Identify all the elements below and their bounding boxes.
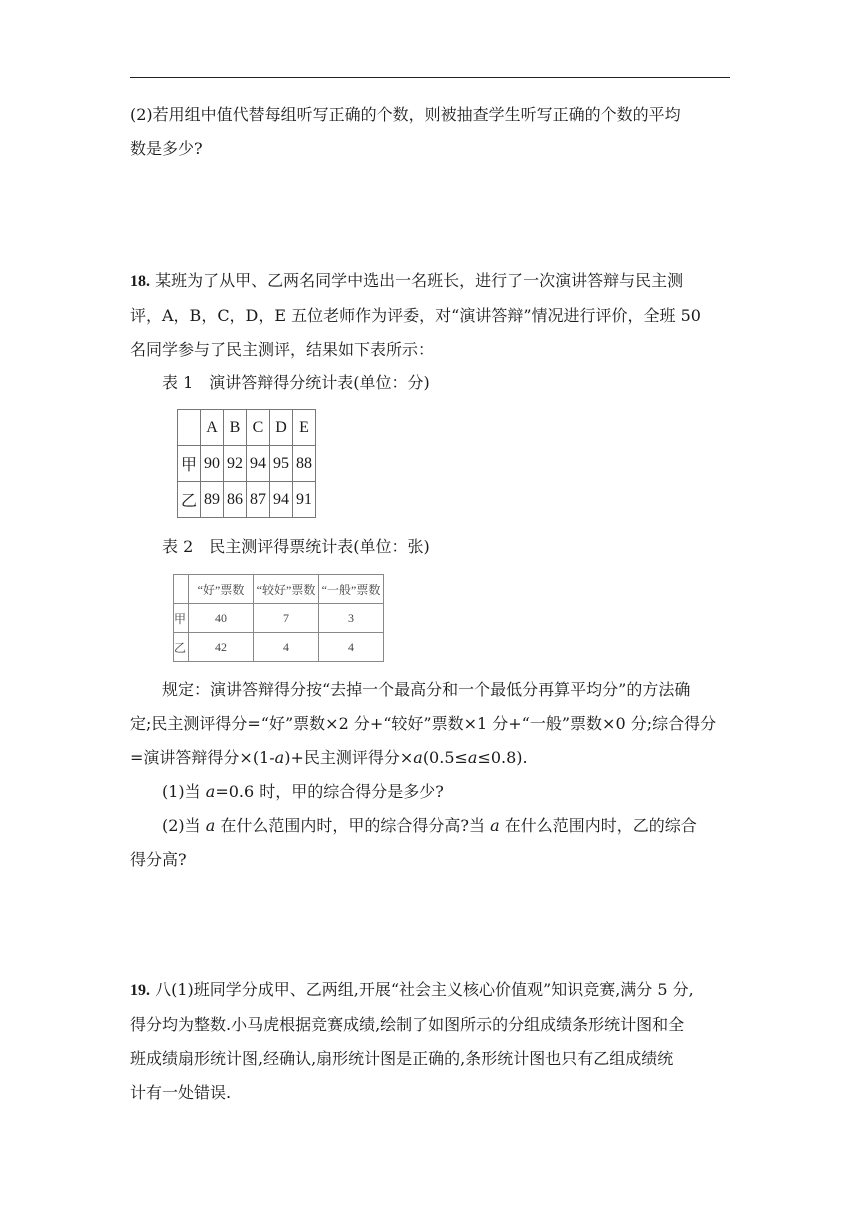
variable-a: a [413, 748, 423, 767]
table-cell: 92 [224, 446, 247, 482]
table-row [174, 604, 384, 633]
table1-caption: 表 1 演讲答辩得分统计表(单位：分) [162, 373, 430, 392]
table-cell: 94 [247, 446, 270, 482]
table-header: E [293, 410, 316, 446]
q18-part1 [162, 775, 444, 809]
table-cell: 86 [224, 482, 247, 518]
table-cell: 91 [293, 482, 316, 518]
table-row [178, 446, 316, 482]
table-cell: 95 [270, 446, 293, 482]
variable-a: a [467, 748, 478, 767]
part2-line2: 得分高? [130, 850, 187, 869]
table-cell: 40 [189, 604, 254, 633]
q18-part2 [130, 809, 730, 877]
row-label: 甲 [174, 604, 189, 633]
rule-line2: 定;民主测评得分=“好”票数×2 分+“较好”票数×1 分+“一般”票数×0 分;综合得分 [130, 714, 717, 733]
table-header: “好”票数 [189, 575, 254, 604]
q19-stem [130, 973, 730, 1110]
q19-line3: 班成绩扇形统计图,经确认,扇形统计图是正确的,条形统计图也只有乙组成绩统 [130, 1049, 674, 1068]
table-cell: 94 [270, 482, 293, 518]
q18-stem [130, 264, 730, 367]
variable-a: a [490, 816, 500, 835]
table2-caption: 表 2 民主测评得票统计表(单位：张) [162, 537, 430, 556]
table-cell: 7 [254, 604, 319, 633]
part2-line1 [130, 809, 730, 843]
table-header: “一般”票数 [319, 575, 384, 604]
q19-line1: 八(1)班同学分成甲、乙两组,开展“社会主义核心价值观”知识竞赛,满分 5 分, [155, 980, 694, 999]
table-row [174, 633, 384, 662]
q18-line1: 某班为了从甲、乙两名同学中选出一名班长，进行了一次演讲答辩与民主测 [155, 271, 684, 290]
variable-a: a [205, 816, 216, 835]
variable-a: a [205, 782, 216, 801]
header-rule [130, 77, 730, 78]
speech-score-table [177, 409, 316, 518]
rule-line3-text: (0.5≤ [422, 748, 468, 767]
part2-text: 在什么范围内时，乙的综合 [499, 816, 697, 835]
table-cell [178, 410, 201, 446]
table-cell: 87 [247, 482, 270, 518]
q18-line3: 名同学参与了民主测评，结果如下表所示： [130, 340, 435, 359]
table-cell: 3 [319, 604, 384, 633]
q17-part2 [130, 98, 730, 166]
part2-text: (2)当 [162, 816, 206, 835]
q18-line2: 评，A，B，C，D，E 五位老师作为评委，对“演讲答辩”情况进行评价，全班 50 [130, 306, 701, 325]
variable-a: a [274, 748, 285, 767]
q19-line4: 计有一处错误. [130, 1083, 232, 1102]
vote-count-table [173, 574, 384, 662]
q19-line2: 得分均为整数.小马虎根据竞赛成绩,绘制了如图所示的分组成绩条形统计图和全 [130, 1015, 685, 1034]
table-header: B [224, 410, 247, 446]
row-label: 乙 [178, 482, 201, 518]
rule-line3-text: )+民主测评得分× [284, 748, 414, 767]
rule-line1: 规定：演讲答辩得分按“去掉一个最高分和一个最低分再算平均分”的方法确 [162, 680, 691, 699]
table-header: C [247, 410, 270, 446]
table-cell: 88 [293, 446, 316, 482]
row-label: 乙 [174, 633, 189, 662]
q18-rules [130, 673, 730, 775]
table-header: D [270, 410, 293, 446]
table-row [178, 410, 316, 446]
table-row [174, 575, 384, 604]
q18-number: 18. [130, 273, 150, 290]
q19-number: 19. [130, 982, 150, 999]
rule-line3 [130, 741, 730, 775]
table-cell: 90 [201, 446, 224, 482]
rule-line3-text: ≤0.8). [477, 748, 528, 767]
table-cell [174, 575, 189, 604]
part1-text: (1)当 [162, 782, 206, 801]
rule-line3-text: =演讲答辩得分×(1- [130, 748, 275, 767]
table-cell: 4 [254, 633, 319, 662]
q17-part2-line1: (2)若用组中值代替每组听写正确的个数，则被抽查学生听写正确的个数的平均 [130, 105, 681, 124]
table-cell: 4 [319, 633, 384, 662]
table-cell: 89 [201, 482, 224, 518]
part2-text: 在什么范围内时，甲的综合得分高?当 [215, 816, 491, 835]
row-label: 甲 [178, 446, 201, 482]
q17-part2-line2: 数是多少? [130, 139, 203, 158]
table-header: “较好”票数 [254, 575, 319, 604]
table-header: A [201, 410, 224, 446]
table-cell: 42 [189, 633, 254, 662]
part1-text: =0.6 时，甲的综合得分是多少? [215, 782, 444, 801]
table-row [178, 482, 316, 518]
